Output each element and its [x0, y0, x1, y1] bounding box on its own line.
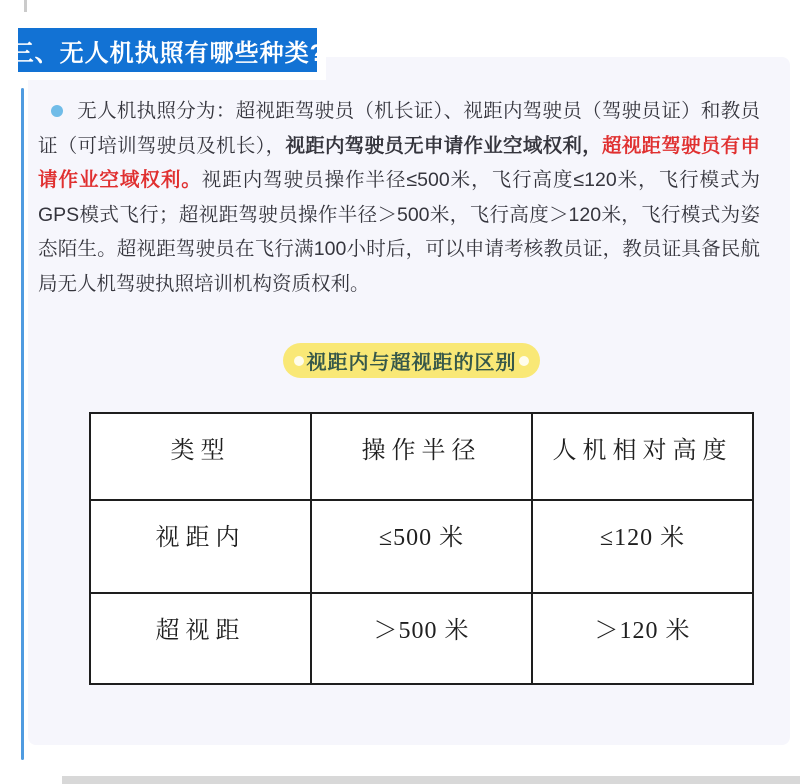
table-header-cell: 人机相对高度 — [532, 413, 753, 500]
table-cell-value: ＞120 米 — [532, 593, 753, 684]
table-header-cell: 类型 — [90, 413, 311, 500]
bullet-icon — [51, 105, 63, 117]
section-title-wrap — [9, 18, 326, 80]
top-left-divider — [24, 0, 27, 12]
subtitle-badge — [283, 343, 540, 378]
table-cell-value: ＞500 米 — [311, 593, 532, 684]
bottom-divider — [62, 776, 800, 784]
paragraph-segment-bold: 视距内驾驶员无申请作业空域权利， — [285, 134, 602, 157]
badge-dot-left-icon — [294, 356, 304, 366]
table-cell-type: 超视距 — [90, 593, 311, 684]
badge-label: 视距内与超视距的区别 — [306, 352, 517, 374]
table-body — [90, 500, 753, 684]
section-title-bar — [9, 28, 326, 72]
paragraph-segment-bold-red: 超视距驾驶员有申请作业空域权利。 — [38, 134, 760, 191]
left-accent-line — [21, 88, 24, 760]
table-header-row — [90, 413, 753, 500]
table-cell-value: ≤500 米 — [311, 500, 532, 593]
table-row — [90, 500, 753, 593]
table-header — [90, 413, 753, 500]
section-title: 三、无人机执照有哪些种类? — [9, 39, 326, 67]
paragraph-segment-normal: 视距内驾驶员操作半径≤500米，飞行高度≤120米，飞行模式为GPS模式飞行；超视距驾驶员操作半径＞500米，飞行高度＞120米，飞行模式为姿态陌生。超视距驾驶员在飞行满100小时后，可以申请考核教员证，教员证具备民航局无人机驾驶执照培训机构资质权利。 — [38, 169, 760, 295]
comparison-table — [89, 412, 754, 685]
table-row — [90, 593, 753, 684]
badge-dot-right-icon — [519, 356, 529, 366]
paragraph-text — [38, 100, 760, 295]
paragraph-segment-normal: 无人机执照分为：超视距驾驶员（机长证）、视距内驾驶员（驾驶员证）和教员证（可培训驾驶员及机长）， — [38, 100, 760, 157]
table-cell-value: ≤120 米 — [532, 500, 753, 593]
table-cell-type: 视距内 — [90, 500, 311, 593]
intro-paragraph — [38, 94, 760, 301]
table-header-cell: 操作半径 — [311, 413, 532, 500]
